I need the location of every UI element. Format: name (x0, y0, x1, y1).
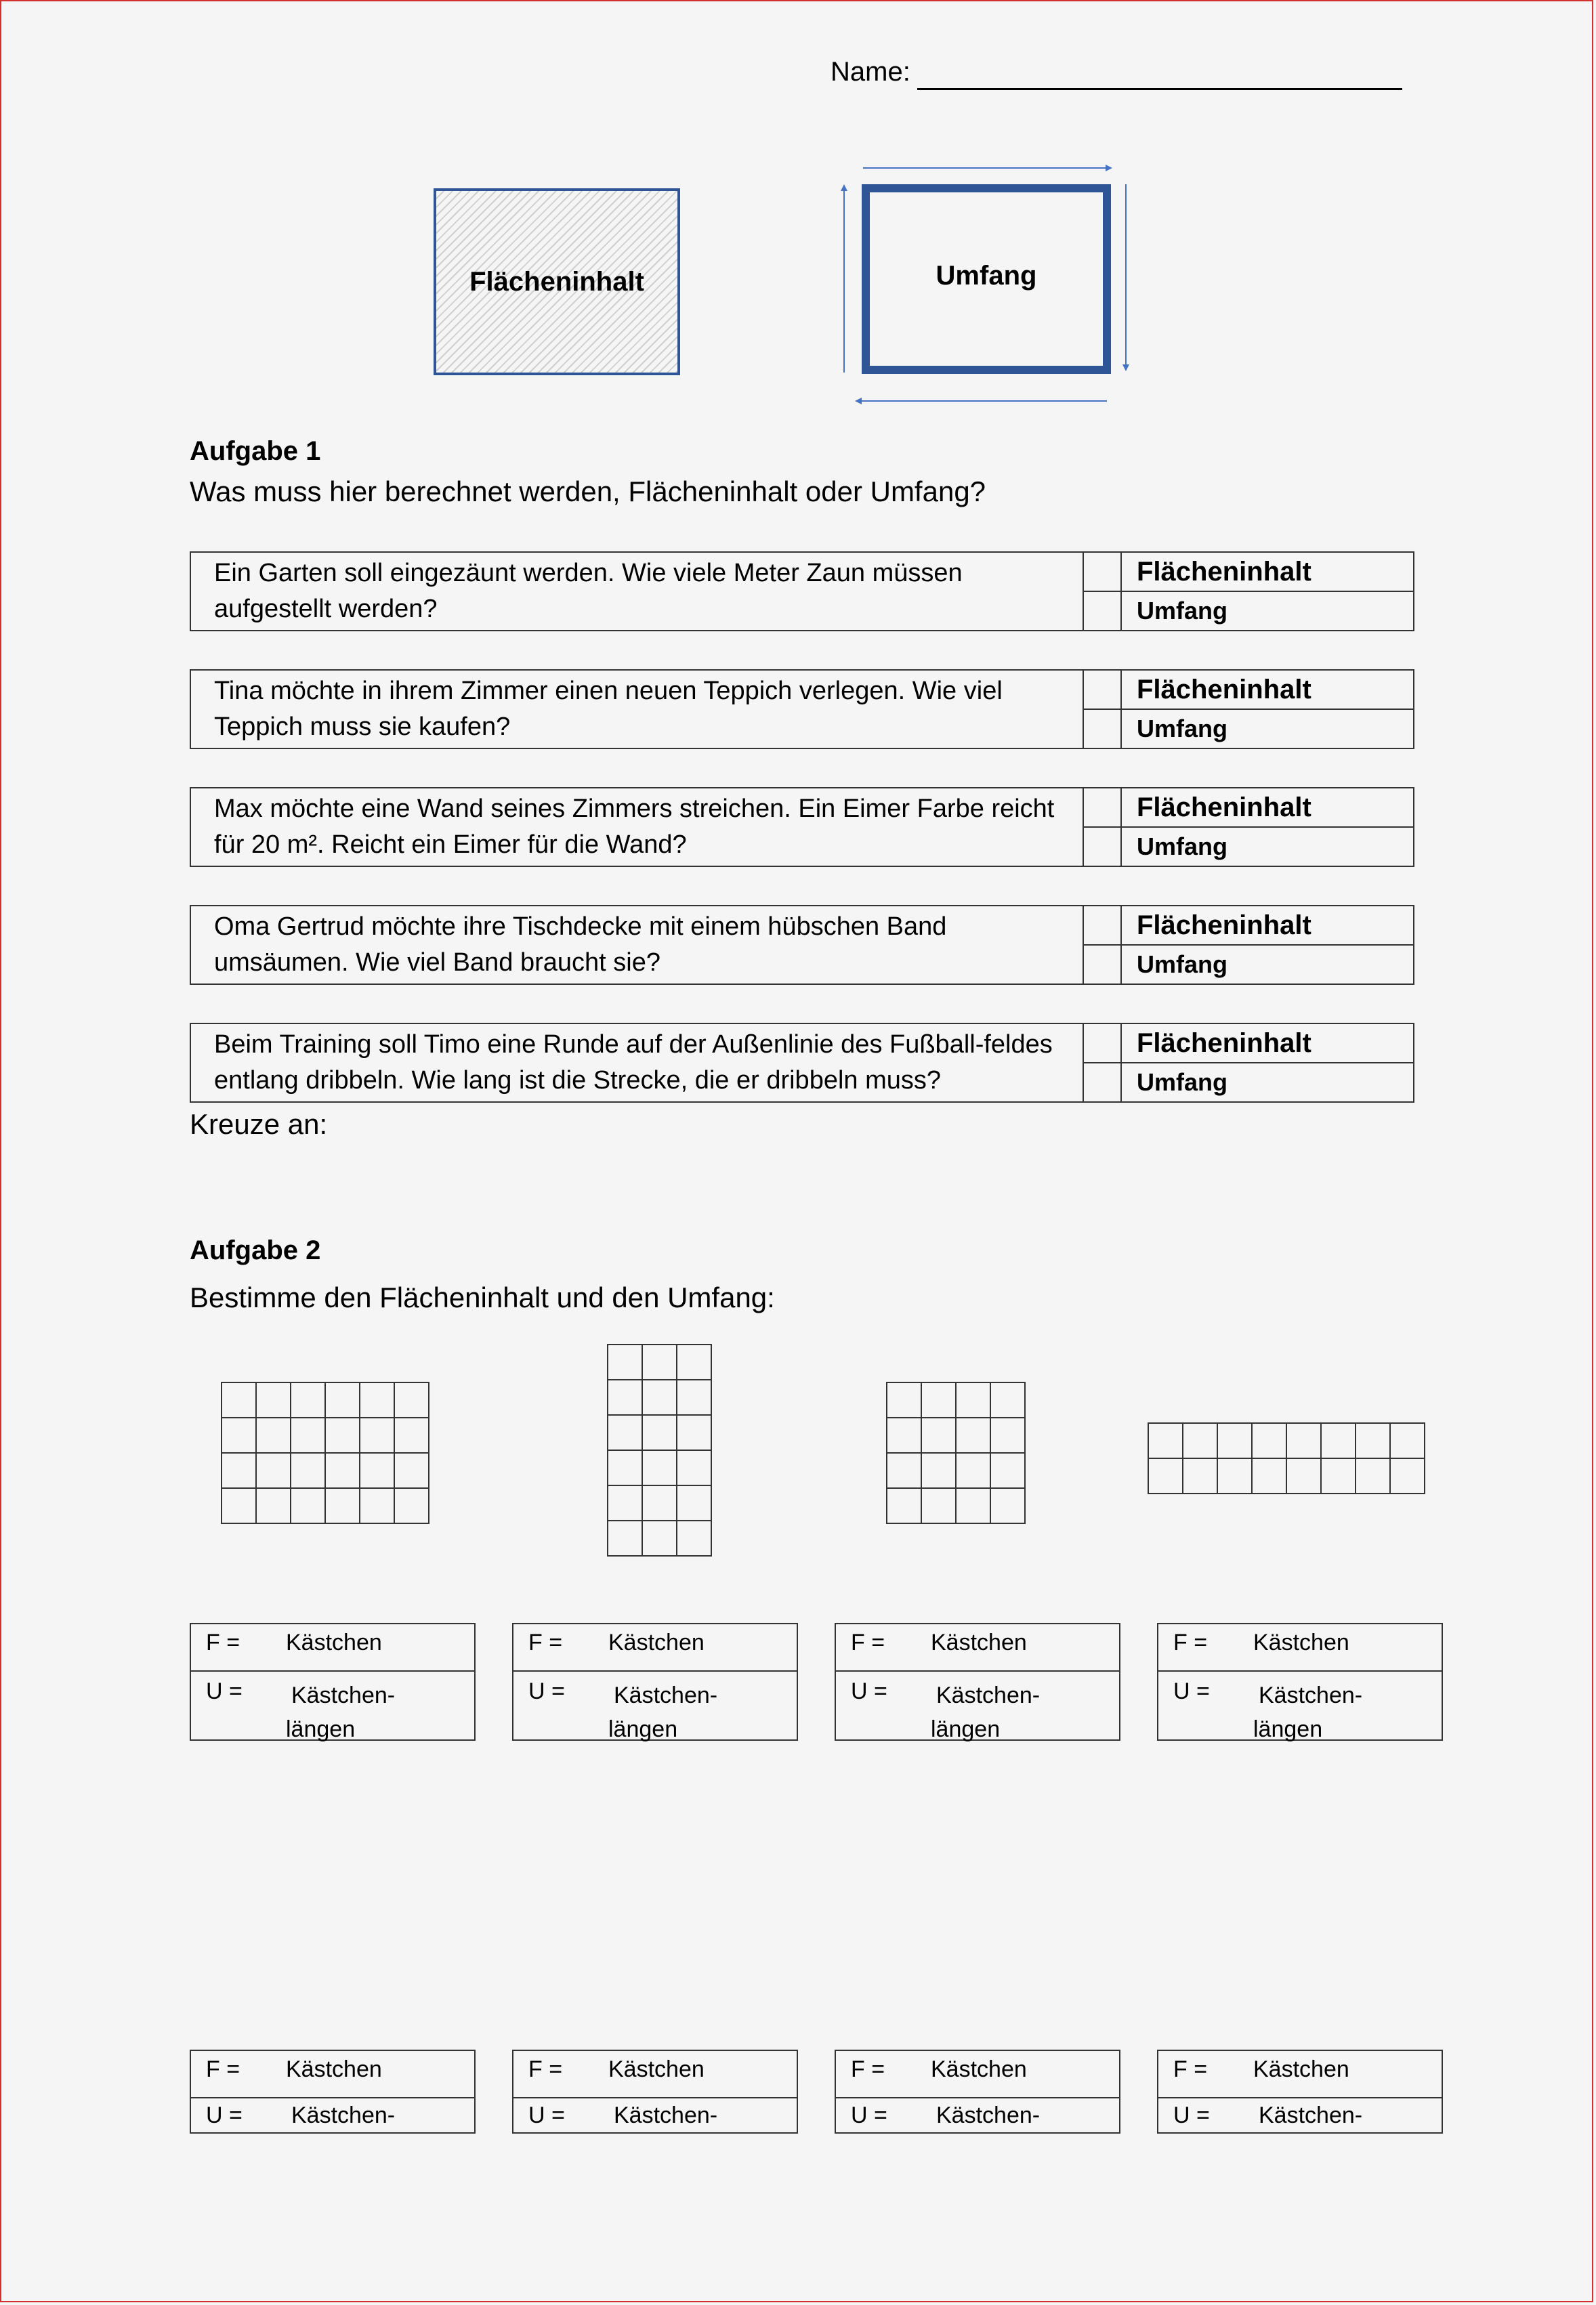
question-text: Beim Training soll Timo eine Runde auf der Außenlinie des Fußball-feldes entlang dribbeln. Wie lang ist die Strecke, die er dribbeln muss? (191, 1024, 1084, 1101)
square-grid (1148, 1422, 1425, 1494)
grid-cell (608, 1415, 642, 1450)
question-text: Oma Gertrud möchte ihre Tischdecke mit einem hübschen Band umsäumen. Wie viel Band braucht sie? (191, 906, 1084, 984)
task2-title: Aufgabe 2 (190, 1235, 321, 1265)
name-label: Name: (831, 57, 910, 87)
grid-cell (887, 1488, 921, 1523)
task1-title: Aufgabe 1 (190, 436, 321, 466)
grid-cell (325, 1488, 360, 1523)
checkbox-area[interactable] (1084, 553, 1120, 592)
perimeter-label: U = (206, 1678, 243, 1704)
square-grid (886, 1382, 1026, 1524)
grid-cell (921, 1418, 956, 1453)
checkbox-perimeter[interactable] (1084, 828, 1120, 866)
question-text: Tina möchte in ihrem Zimmer einen neuen Teppich verlegen. Wie viel Teppich muss sie kaufen? (191, 671, 1084, 748)
perimeter-unit-line: Kästchen- (614, 1683, 718, 1708)
answer-box (190, 1623, 476, 1741)
answer-box (1157, 1623, 1443, 1741)
task2-prompt: Bestimme den Flächeninhalt und den Umfang: (190, 1282, 775, 1313)
grid-cell (608, 1485, 642, 1521)
perimeter-label: U = (206, 2102, 243, 2128)
perimeter-unit-line: Kästchen- (1259, 1683, 1363, 1708)
perimeter-label: U = (1173, 1678, 1210, 1704)
area-unit: Kästchen (931, 2056, 1027, 2082)
area-label: F = (206, 1630, 240, 1655)
grid-cell (256, 1453, 291, 1488)
grid-row (222, 1382, 429, 1418)
answer-box (835, 1623, 1120, 1741)
grid-cell (1252, 1423, 1286, 1458)
area-unit: Kästchen (286, 2056, 382, 2082)
task1-instruction: Kreuze an: (190, 1108, 328, 1140)
answer-box (190, 2050, 476, 2134)
grid-cell (291, 1453, 325, 1488)
grid-cell (677, 1450, 711, 1485)
grid-cell (360, 1488, 394, 1523)
grid-cell (256, 1382, 291, 1418)
perimeter-label: U = (528, 2102, 565, 2128)
grid-cell (956, 1488, 990, 1523)
grid-cell (1286, 1423, 1321, 1458)
grid-cell (677, 1521, 711, 1556)
grid-row (608, 1485, 711, 1521)
grid-cell (325, 1418, 360, 1453)
grid-cell (887, 1418, 921, 1453)
grid-cell (887, 1382, 921, 1418)
grid-cell (394, 1488, 429, 1523)
checkbox-perimeter[interactable] (1084, 946, 1120, 984)
grid-row (222, 1453, 429, 1488)
grid-cell (608, 1345, 642, 1380)
grid-cell (222, 1488, 256, 1523)
grid-row (222, 1488, 429, 1523)
option-area: Flächeninhalt (1122, 788, 1413, 828)
option-area: Flächeninhalt (1122, 906, 1413, 946)
perimeter-arrows (0, 0, 1596, 474)
answer-box (512, 1623, 798, 1741)
grid-cell (921, 1382, 956, 1418)
checkbox-area[interactable] (1084, 788, 1120, 828)
square-grid (221, 1382, 429, 1524)
grid-cell (677, 1380, 711, 1415)
option-area: Flächeninhalt (1122, 553, 1413, 592)
grid-cell (394, 1453, 429, 1488)
perimeter-unit (608, 1678, 718, 1746)
area-unit: Kästchen (608, 1630, 705, 1655)
grid-row (608, 1415, 711, 1450)
grid-cell (990, 1453, 1025, 1488)
grid-cell (394, 1382, 429, 1418)
perimeter-unit-line: längen (286, 1716, 356, 1742)
grid-cell (608, 1450, 642, 1485)
area-label: F = (1173, 2056, 1208, 2082)
grid-cell (291, 1488, 325, 1523)
grid-cell (887, 1453, 921, 1488)
perimeter-unit: Kästchen- (1259, 2102, 1363, 2128)
perimeter-unit: Kästchen- (614, 2102, 718, 2128)
area-unit: Kästchen (1253, 2056, 1349, 2082)
grid-cell (956, 1453, 990, 1488)
answer-box (512, 2050, 798, 2134)
grid-row (887, 1418, 1025, 1453)
perimeter-unit-line: Kästchen- (936, 1683, 1041, 1708)
grid-cell (1217, 1458, 1252, 1494)
area-unit: Kästchen (1253, 1630, 1349, 1655)
grid-cell (921, 1488, 956, 1523)
perimeter-unit-line: Kästchen- (291, 1683, 396, 1708)
grid-cell (222, 1382, 256, 1418)
area-unit: Kästchen (286, 1630, 382, 1655)
grid-cell (990, 1418, 1025, 1453)
grid-row (1148, 1423, 1425, 1458)
grid-cell (990, 1488, 1025, 1523)
grid-cell (642, 1485, 677, 1521)
grid-cell (990, 1382, 1025, 1418)
answer-box (835, 2050, 1120, 2134)
grid-cell (1252, 1458, 1286, 1494)
perimeter-label: U = (1173, 2102, 1210, 2128)
grid-cell (1148, 1423, 1183, 1458)
perimeter-unit (931, 1678, 1041, 1746)
perimeter-label: U = (851, 1678, 887, 1704)
grid-cell (325, 1382, 360, 1418)
perimeter-unit: Kästchen- (291, 2102, 396, 2128)
grid-cell (1183, 1458, 1217, 1494)
grid-cell (677, 1415, 711, 1450)
answer-box (1157, 2050, 1443, 2134)
grid-cell (1321, 1458, 1356, 1494)
grid-cell (956, 1382, 990, 1418)
question-text: Ein Garten soll eingezäunt werden. Wie viele Meter Zaun müssen aufgestellt werden? (191, 553, 1084, 630)
checkbox-perimeter[interactable] (1084, 1063, 1120, 1101)
perimeter-label: U = (528, 1678, 565, 1704)
grid-row (887, 1453, 1025, 1488)
grid-cell (1356, 1423, 1390, 1458)
area-illustration-label: Flächeninhalt (469, 266, 644, 297)
grid-cell (642, 1415, 677, 1450)
area-label: F = (528, 1630, 563, 1655)
area-label: F = (1173, 1630, 1208, 1655)
option-perimeter: Umfang (1137, 597, 1227, 625)
grid-cell (222, 1418, 256, 1453)
grid-cell (642, 1345, 677, 1380)
grid-cell (921, 1453, 956, 1488)
grid-row (1148, 1458, 1425, 1494)
grid-cell (325, 1453, 360, 1488)
grid-row (887, 1382, 1025, 1418)
grid-row (887, 1488, 1025, 1523)
option-area: Flächeninhalt (1122, 1024, 1413, 1063)
area-label: F = (528, 2056, 563, 2082)
grid-cell (608, 1521, 642, 1556)
perimeter-unit-line: längen (931, 1716, 1001, 1742)
grid-cell (1286, 1458, 1321, 1494)
grid-cell (642, 1450, 677, 1485)
question-row (190, 787, 1414, 867)
grid-cell (1356, 1458, 1390, 1494)
area-unit: Kästchen (608, 2056, 705, 2082)
area-label: F = (206, 2056, 240, 2082)
grid-cell (256, 1418, 291, 1453)
grid-cell (256, 1488, 291, 1523)
grid-row (608, 1345, 711, 1380)
grid-cell (1390, 1458, 1425, 1494)
question-row (190, 551, 1414, 631)
perimeter-illustration-label: Umfang (936, 260, 1037, 291)
grid-cell (1390, 1423, 1425, 1458)
option-perimeter: Umfang (1137, 715, 1227, 742)
question-row (190, 905, 1414, 985)
option-perimeter: Umfang (1137, 832, 1227, 860)
task1-prompt: Was muss hier berechnet werden, Flächeninhalt oder Umfang? (190, 475, 986, 507)
question-row (190, 669, 1414, 749)
grid-cell (956, 1418, 990, 1453)
grid-cell (608, 1380, 642, 1415)
checkbox-perimeter[interactable] (1084, 710, 1120, 748)
grid-cell (1217, 1423, 1252, 1458)
perimeter-unit (286, 1678, 396, 1746)
grid-cell (1321, 1423, 1356, 1458)
grid-cell (360, 1418, 394, 1453)
grid-cell (1183, 1423, 1217, 1458)
option-area: Flächeninhalt (1122, 671, 1413, 710)
checkbox-area[interactable] (1084, 906, 1120, 946)
area-label: F = (851, 2056, 885, 2082)
grid-cell (291, 1418, 325, 1453)
perimeter-unit-line: längen (608, 1716, 678, 1742)
question-text: Max möchte eine Wand seines Zimmers streichen. Ein Eimer Farbe reicht für 20 m². Reicht ein Eimer für die Wand? (191, 788, 1084, 866)
grid-row (608, 1380, 711, 1415)
grid-row (608, 1521, 711, 1556)
checkbox-perimeter[interactable] (1084, 592, 1120, 630)
checkbox-area[interactable] (1084, 1024, 1120, 1063)
grid-cell (360, 1453, 394, 1488)
grid-cell (642, 1521, 677, 1556)
option-perimeter: Umfang (1137, 1068, 1227, 1096)
grid-row (222, 1418, 429, 1453)
grid-cell (1148, 1458, 1183, 1494)
perimeter-unit-line: längen (1253, 1716, 1323, 1742)
grid-cell (677, 1485, 711, 1521)
option-perimeter: Umfang (1137, 950, 1227, 978)
grid-cell (394, 1418, 429, 1453)
checkbox-area[interactable] (1084, 671, 1120, 710)
area-label: F = (851, 1630, 885, 1655)
square-grid (607, 1344, 712, 1557)
perimeter-unit: Kästchen- (936, 2102, 1041, 2128)
grid-cell (360, 1382, 394, 1418)
question-row (190, 1023, 1414, 1103)
grid-cell (642, 1380, 677, 1415)
perimeter-unit (1253, 1678, 1363, 1746)
grid-row (608, 1450, 711, 1485)
grid-cell (222, 1453, 256, 1488)
area-unit: Kästchen (931, 1630, 1027, 1655)
grid-cell (677, 1345, 711, 1380)
perimeter-label: U = (851, 2102, 887, 2128)
grid-cell (291, 1382, 325, 1418)
